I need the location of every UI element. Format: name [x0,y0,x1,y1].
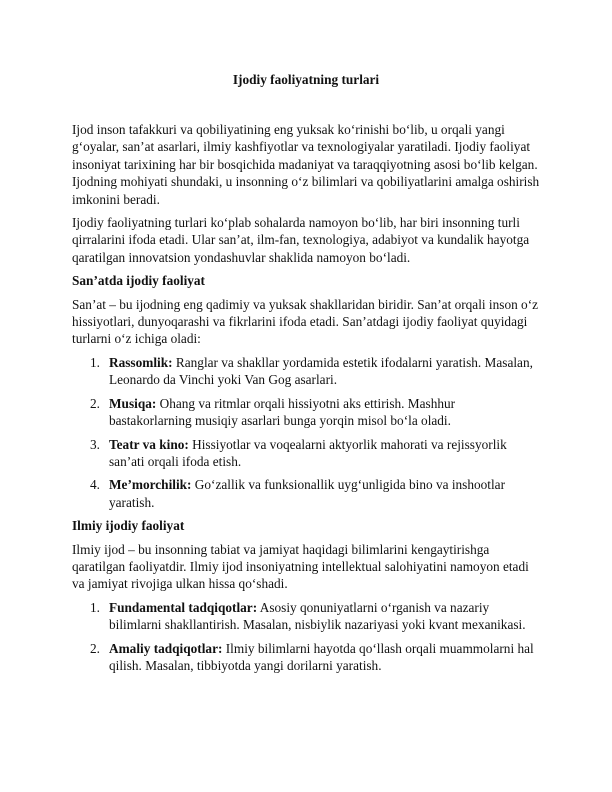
numbered-list [72,354,540,511]
list-term: Amaliy tadqiqotlar: [109,640,223,656]
list-item [72,354,540,389]
list-term: Me’morchilik: [109,477,192,493]
list-number: 2. [90,640,100,656]
numbered-list [72,599,540,675]
section-paragraph: San’at – bu ijodning eng qadimiy va yuksak shakllaridan biridir. San’at orqali inson o‘z hissiyotlari, dunyoqarashi va fikrlarini ifoda etadi. San’atdagi ijodiy faoliyat quyidagi turlarni o‘z ichiga oladi: [72,296,539,347]
list-term: Teatr va kino: [109,436,189,452]
list-item [72,395,540,430]
list-term: Rassomlik: [109,354,173,370]
list-number: 3. [90,436,100,452]
section-heading: Ilmiy ijodiy faoliyat [72,518,185,534]
intro-paragraph-1: Ijod inson tafakkuri va qobiliyatining eng yuksak ko‘rinishi bo‘lib, u orqali yangi g‘oyalar, san’at asarlari, ilmiy kashfiyotlar va texnologiyalar yaratiladi. Ijodiy faoliyat insoniyat tarixining har bir bosqichida madaniyat va taraqqiyotning asosi bo‘lib kelgan. Ijodning mohiyati shundaki, u insonning o‘z bilimlari va qobiliyatlarini amalga oshirish imkonini beradi. [72,122,540,207]
section-science [72,517,540,674]
list-item [72,640,540,675]
list-term: Fundamental tadqiqotlar: [109,599,258,615]
list-item [72,599,540,634]
list-term: Musiqa: [109,395,157,411]
list-number: 4. [90,477,100,493]
list-text: Ohang va ritmlar orqali hissiyotni aks ettirish. Mashhur bastakorlarning musiqiy asarlari bunga yorqin misol bo‘la oladi. [109,395,456,429]
section-paragraph: Ilmiy ijod – bu insonning tabiat va jamiyat haqidagi bilimlarini kengaytirishga qaratilgan faoliyatdir. Ilmiy ijod insoniyatning intellektual salohiyatini namoyon etadi va jamiyat rivojiga ulkan hissa qo‘shadi. [72,541,529,592]
section-art [72,272,540,511]
list-item [72,436,540,471]
intro-paragraph-2: Ijodiy faoliyatning turlari ko‘plab sohalarda namoyon bo‘lib, har biri insonning turli qirralarini ifoda etadi. Ular san’at, ilm-fan, texnologiya, adabiyot va kundalik hayotga qaratilgan innovatsion yondashuvlar shaklida namoyon bo‘ladi. [72,215,530,265]
list-item [72,476,540,511]
list-text: Ranglar va shakllar yordamida estetik ifodalarni yaratish. Masalan, Leonardo da Vinchi yoki Van Gog asarlari. [109,354,533,388]
list-number: 1. [90,599,100,615]
list-text: Hissiyotlar va voqealarni aktyorlik mahorati va rejissyorlik san’ati orqali ifoda etish. [109,436,507,469]
list-number: 2. [90,395,100,411]
section-heading: San’atda ijodiy faoliyat [72,273,205,289]
list-text: Go‘zallik va funksionallik uyg‘unligida bino va inshootlar yaratish. [109,477,506,510]
list-text: Asosiy qonuniyatlarni o‘rganish va nazariy bilimlarni shakllantirish. Masalan, nisbiylik nazariyasi yoki kvant mexanikasi. [109,599,526,633]
list-text: Ilmiy bilimlarni hayotda qo‘llash orqali muammolarni hal qilish. Masalan, tibbiyotda yangi dorilarni yaratish. [109,640,534,673]
document-body [72,121,540,680]
document-title: Ijodiy faoliyatning turlari [232,72,380,87]
list-number: 1. [90,354,100,370]
